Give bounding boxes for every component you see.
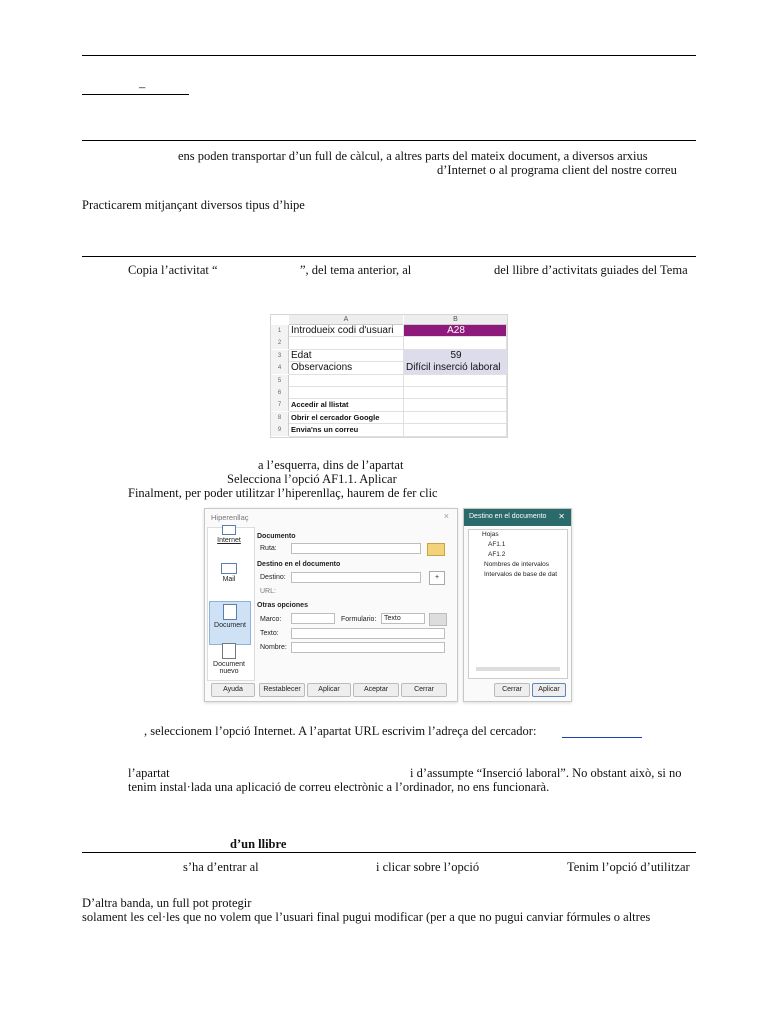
row-number: 1: [271, 325, 289, 337]
cell-a[interactable]: Introdueix codi d'usuari: [289, 325, 404, 337]
hyperlink-dialog: [204, 508, 458, 702]
destino-input[interactable]: [291, 572, 421, 583]
row-number: 5: [271, 375, 289, 387]
nav-document[interactable]: [209, 601, 251, 645]
apartat-text: l’apartat: [128, 766, 170, 780]
destino-title: Destino en el documento: [469, 513, 547, 520]
marco-select[interactable]: [291, 613, 335, 624]
nombre-label: Nombre:: [260, 644, 287, 651]
section-document: Documento: [257, 533, 296, 540]
destino-label: Destino:: [260, 574, 286, 581]
new-document-icon: [222, 643, 236, 659]
globe-icon: [222, 525, 236, 535]
section-rule-3: [82, 852, 696, 853]
altra-text: D’altra banda, un full pot protegir: [82, 896, 252, 910]
cell-a[interactable]: Obrir el cercador Google: [289, 412, 404, 424]
help-button[interactable]: Ayuda: [211, 683, 255, 697]
formulario-select[interactable]: [381, 613, 425, 624]
nav-internet-label: Internet: [217, 537, 241, 544]
top-rule: [82, 55, 696, 56]
row-number: 3: [271, 350, 289, 362]
assumpte-text: i d’assumpte “Inserció laboral”. No obstant això, si no: [410, 766, 682, 780]
entrar-text-c: Tenim l’opció d’utilitzar: [567, 860, 690, 874]
section-rule-2: [82, 256, 696, 257]
texto-input[interactable]: [291, 628, 445, 639]
cell-b[interactable]: [404, 399, 507, 411]
destino-dialog: [463, 508, 572, 702]
marco-label: Marco:: [260, 616, 282, 623]
nav-new-document[interactable]: [209, 641, 249, 683]
destino-close-button[interactable]: Cerrar: [494, 683, 530, 697]
cell-a[interactable]: [289, 387, 404, 399]
cell-b[interactable]: [404, 412, 507, 424]
tree-af11[interactable]: AF1.1: [488, 541, 506, 548]
nav-mail-label: Mail: [222, 576, 236, 583]
destino-close-icon[interactable]: ✕: [558, 512, 565, 521]
dialog-title: Hiperenllaç: [211, 513, 249, 522]
target-icon[interactable]: +: [429, 571, 445, 585]
copy-text-a: Copia l’activitat “: [128, 263, 218, 277]
row-number: 4: [271, 362, 289, 374]
cell-a[interactable]: Edat: [289, 350, 404, 362]
internet-line: , seleccionem l’opció Internet. A l’apartat URL escrivim l’adreça del cercador:: [144, 724, 537, 738]
destino-apply-button[interactable]: Aplicar: [532, 683, 566, 697]
nav-internet[interactable]: [209, 523, 249, 565]
nav-document-label: Document: [214, 622, 246, 629]
tree-panel: [468, 529, 568, 679]
search-engine-link[interactable]: [562, 737, 642, 738]
cell-b[interactable]: [404, 387, 507, 399]
heading-dash: –: [139, 80, 146, 94]
practice-text: Practicarem mitjançant diversos tipus d’hipe: [82, 198, 305, 212]
dun-llibre-heading: d’un llibre: [230, 837, 287, 851]
events-button[interactable]: [429, 613, 447, 626]
cell-b[interactable]: A28: [404, 325, 507, 337]
tree-af12[interactable]: AF1.2: [488, 551, 506, 558]
cell-b[interactable]: 59: [404, 350, 507, 362]
row-number: 6: [271, 387, 289, 399]
apply-button[interactable]: Aplicar: [307, 683, 351, 697]
ruta-label: Ruta:: [260, 545, 277, 552]
tree-nombres[interactable]: Nombres de intervalos: [484, 561, 550, 568]
folder-icon[interactable]: [427, 543, 445, 556]
close-button[interactable]: Cerrar: [401, 683, 447, 697]
section-otras: Otras opciones: [257, 602, 308, 609]
tree-hojas[interactable]: Hojas: [482, 531, 499, 538]
mail-icon: [221, 563, 237, 574]
tenim-text: tenim instal·lada una aplicació de correu electrònic a l’ordinador, no ens funcionarà.: [128, 780, 550, 794]
tree-intervalos[interactable]: Intervalos de base de dat: [484, 571, 557, 578]
formulario-value: Texto: [384, 615, 401, 622]
heading-underline: [82, 94, 189, 95]
ruta-input[interactable]: [291, 543, 421, 554]
close-icon[interactable]: ×: [443, 511, 449, 521]
nav-new-document-label: Document nuevo: [213, 661, 245, 675]
col-header-b: B: [404, 315, 507, 325]
intro-line-1: ens poden transportar d’un full de càlcul, a altres parts del mateix document, a diversos arxius: [178, 149, 648, 163]
row-number: 2: [271, 337, 289, 349]
cell-b[interactable]: Difícil inserció laboral: [404, 362, 507, 374]
intro-line-2: d’Internet o al programa client del nostre correu: [437, 163, 677, 177]
select-af-text: Selecciona l’opció AF1.1. Aplicar: [227, 472, 397, 486]
entrar-text-a: s’ha d’entrar al: [183, 860, 259, 874]
section-rule-1: [82, 140, 696, 141]
reset-button[interactable]: Restablecer: [259, 683, 305, 697]
copy-text-b: ”, del tema anterior, al: [300, 263, 412, 277]
document-icon: [223, 604, 237, 620]
copy-text-c: del llibre d’activitats guiades del Tema: [494, 263, 688, 277]
section-destino: Destino en el documento: [257, 561, 341, 568]
finally-text: Finalment, per poder utilitzar l’hiperenllaç, haurem de fer clic: [128, 486, 438, 500]
accept-button[interactable]: Aceptar: [353, 683, 399, 697]
entrar-text-b: i clicar sobre l’opció: [376, 860, 480, 874]
scrollbar-horizontal[interactable]: [476, 667, 560, 671]
nav-mail[interactable]: [209, 561, 249, 603]
url-label: URL:: [260, 588, 276, 595]
row-number: 9: [271, 424, 289, 436]
solament-text: solament les cel·les que no volem que l’usuari final pugui modificar (per a que no pugui canviar fórmules o altres: [82, 910, 651, 924]
cell-a[interactable]: Accedir al llistat: [289, 399, 404, 411]
nombre-input[interactable]: [291, 642, 445, 653]
cell-b[interactable]: [404, 337, 507, 349]
cell-a[interactable]: [289, 337, 404, 349]
cell-a[interactable]: [289, 375, 404, 387]
formulario-label: Formulario:: [341, 616, 377, 623]
texto-label: Texto:: [260, 630, 279, 637]
row-number: 7: [271, 399, 289, 411]
cell-b[interactable]: [404, 375, 507, 387]
row-number: 8: [271, 412, 289, 424]
cell-b[interactable]: [404, 424, 507, 436]
left-in-text: a l’esquerra, dins de l’apartat: [258, 458, 404, 472]
spreadsheet-screenshot: [270, 314, 508, 438]
cell-a[interactable]: Observacions: [289, 362, 404, 374]
cell-a[interactable]: Envia'ns un correu: [289, 424, 404, 436]
col-header-a: A: [289, 315, 403, 325]
